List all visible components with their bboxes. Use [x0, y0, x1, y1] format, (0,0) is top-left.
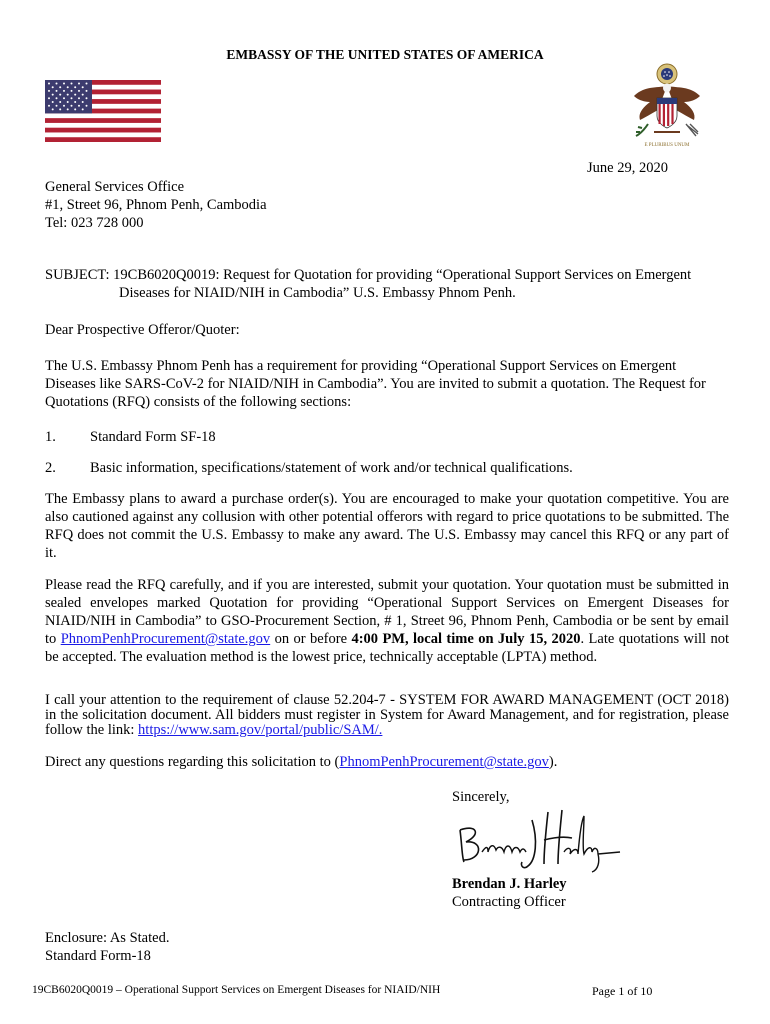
list-text: Standard Form SF-18 — [90, 429, 216, 445]
questions-text: ). — [548, 754, 558, 770]
submission-text: Please read the RFQ carefully, and if you are interested, submit your quotation. Your quotation must be submitted in sealed envelopes marked Quotation for providing “Operational Support Services on Emergent Diseases for NIAID/NIH in Cambodia” to GSO-Procurement Section, # 1, Street 96, Phnom Penh, Cambodia or be sent by email to — [45, 577, 729, 647]
salutation: Dear Prospective Offeror/Quoter: — [45, 322, 240, 338]
us-flag-icon — [45, 80, 161, 142]
list-number: 1. — [45, 429, 56, 445]
questions-text: Direct any questions regarding this solicitation to ( — [45, 754, 340, 770]
submission-paragraph — [45, 576, 729, 666]
address-phone: Tel: 023 728 000 — [45, 215, 144, 231]
questions-email-link[interactable]: PhnomPenhProcurement@state.gov — [339, 754, 549, 770]
subject-line-continued: Diseases for NIAID/NIH in Cambodia” U.S. Embassy Phnom Penh. — [119, 285, 516, 301]
page-header-title: EMBASSY OF THE UNITED STATES OF AMERICA — [226, 47, 544, 62]
enclosure-line: Standard Form-18 — [45, 948, 151, 964]
award-paragraph: The Embassy plans to award a purchase order(s). You are encouraged to make your quotation competitive. You are also cautioned against any collusion with other potential offerors with regard to price quotations to be submitted. The RFQ does not commit the U.S. Embassy to make any award. The U.S. Embassy may cancel this RFQ or any part of it. — [45, 491, 729, 561]
signer-name: Brendan J. Harley — [452, 876, 567, 892]
closing: Sincerely, — [452, 789, 510, 805]
procurement-email-link[interactable]: PhnomPenhProcurement@state.gov — [60, 631, 271, 647]
sam-portal-link[interactable]: https://www.sam.gov/portal/public/SAM/. — [138, 722, 383, 738]
submission-text: . Late quotations will not be accepted. The evaluation method is the lowest price, technically acceptable (LPTA) method. — [45, 631, 730, 665]
seal-motto: E PLURIBUS UNUM — [644, 143, 690, 148]
enclosure-line: Enclosure: As Stated. — [45, 930, 170, 946]
signer-title: Contracting Officer — [452, 894, 566, 910]
flag-canton — [45, 80, 92, 113]
address-line: #1, Street 96, Phnom Penh, Cambodia — [45, 197, 267, 213]
letter-date: June 29, 2020 — [587, 160, 668, 176]
footer-page-number: Page 1 of 10 — [592, 984, 653, 998]
sam-text: I call your attention to the requirement of clause 52.204-7 - SYSTEM FOR AWARD MANAGEMENT (OCT 2018) in the solicitation document. All bidders must register in System for Award Management, and for registration, please follow the link: — [45, 692, 729, 738]
sam-paragraph — [45, 693, 729, 738]
deadline-text: 4:00 PM, local time on July 15, 2020 — [351, 631, 581, 647]
footer-document-id: 19CB6020Q0019 – Operational Support Services on Emergent Diseases for NIAID/NIH — [32, 984, 441, 996]
list-number: 2. — [45, 460, 56, 476]
handwritten-signature — [452, 800, 622, 875]
great-seal-eagle-icon — [626, 62, 708, 150]
subject-block — [45, 266, 729, 302]
intro-paragraph: The U.S. Embassy Phnom Penh has a requirement for providing “Operational Support Services on Emergent Diseases like SARS-CoV-2 for NIAID/NIH in Cambodia”. You are invited to submit a quotation. The Request for Quotations (RFQ) consists of the following sections: — [45, 358, 706, 410]
enclosure-block — [45, 929, 169, 965]
questions-paragraph — [45, 753, 729, 771]
subject-label: SUBJECT: — [45, 267, 110, 283]
subject-line: 19CB6020Q0019: Request for Quotation for providing “Operational Support Services on Emergent — [113, 267, 692, 283]
list-text: Basic information, specifications/statement of work and/or technical qualifications. — [90, 460, 573, 476]
address-line: General Services Office — [45, 179, 185, 195]
sender-address — [45, 178, 267, 232]
submission-text: on or before — [270, 631, 352, 647]
